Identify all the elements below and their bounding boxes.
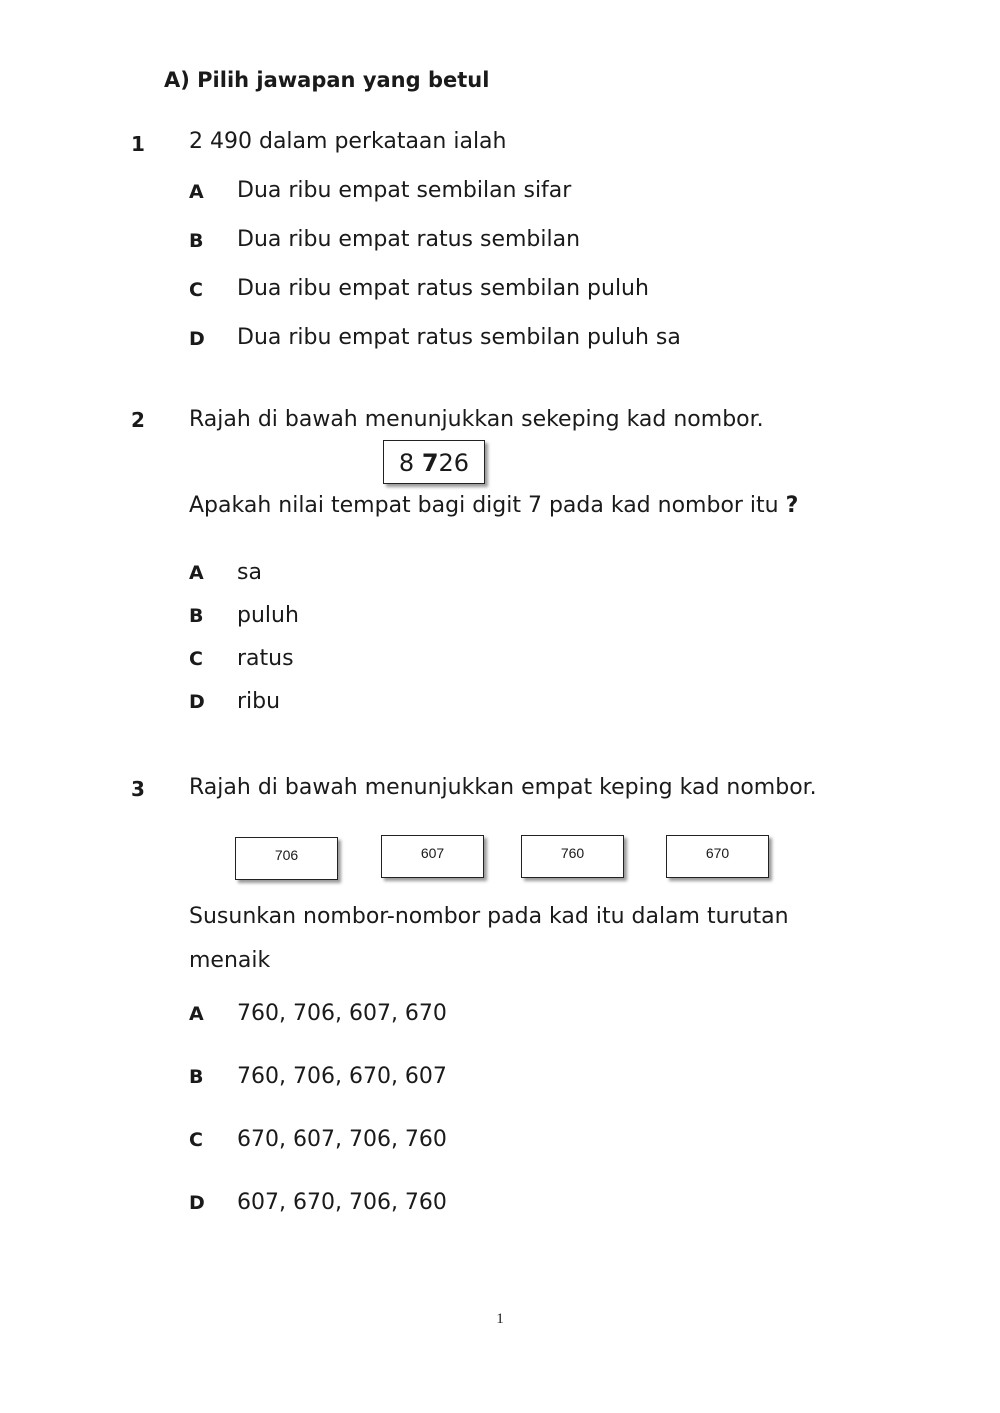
question-3-number: 3: [131, 777, 145, 801]
question-2-option-b-text[interactable]: puluh: [237, 603, 299, 628]
question-1-option-c-text[interactable]: Dua ribu empat ratus sembilan puluh: [237, 276, 649, 301]
question-2-question-mark: ?: [785, 493, 799, 518]
question-3-option-c-letter: C: [189, 1129, 203, 1151]
question-2-subtext-body: Apakah nilai tempat bagi digit 7 pada kad nombor itu: [189, 493, 779, 518]
section-title: A) Pilih jawapan yang betul: [164, 68, 490, 92]
question-3-text: Rajah di bawah menunjukkan empat keping kad nombor.: [189, 775, 817, 800]
question-2-option-d-text[interactable]: ribu: [237, 689, 281, 714]
number-card-1: 706: [235, 837, 338, 880]
question-1-option-c-letter: C: [189, 279, 203, 301]
number-card-prefix: 8: [398, 449, 422, 477]
question-2-number: 2: [131, 408, 145, 432]
number-card-2: 607: [381, 835, 484, 878]
question-2-subtext: [189, 493, 798, 518]
question-2-option-d-letter: D: [189, 691, 205, 713]
question-3-subtext-line1: Susunkan nombor-nombor pada kad itu dalam turutan: [189, 904, 789, 929]
question-3-option-d-text[interactable]: 607, 670, 706, 760: [237, 1190, 447, 1215]
question-2-option-c-text[interactable]: ratus: [237, 646, 294, 671]
question-2-option-a-letter: A: [189, 562, 204, 584]
number-card-suffix: 26: [438, 449, 470, 477]
question-2-option-a-text[interactable]: sa: [237, 560, 262, 585]
question-1-option-d-text[interactable]: Dua ribu empat ratus sembilan puluh sa: [237, 325, 681, 350]
question-2-option-b-letter: B: [189, 605, 204, 627]
question-3-option-a-letter: A: [189, 1003, 204, 1025]
question-3-option-c-text[interactable]: 670, 607, 706, 760: [237, 1127, 447, 1152]
number-card-highlight-digit: 7: [421, 449, 439, 477]
page-number: 1: [496, 1311, 504, 1327]
question-3-option-b-letter: B: [189, 1066, 204, 1088]
question-3-subtext-line2: menaik: [189, 948, 271, 973]
number-card-3: 760: [521, 835, 624, 878]
question-3-option-d-letter: D: [189, 1192, 205, 1214]
question-3-option-a-text[interactable]: 760, 706, 607, 670: [237, 1001, 447, 1026]
question-1-text: 2 490 dalam perkataan ialah: [189, 129, 507, 154]
question-1-option-b-letter: B: [189, 230, 204, 252]
question-1-option-d-letter: D: [189, 328, 205, 350]
question-2-text: Rajah di bawah menunjukkan sekeping kad nombor.: [189, 407, 764, 432]
question-2-option-c-letter: C: [189, 648, 203, 670]
question-1-option-b-text[interactable]: Dua ribu empat ratus sembilan: [237, 227, 581, 252]
question-1-option-a-text[interactable]: Dua ribu empat sembilan sifar: [237, 178, 572, 203]
number-card: [383, 440, 485, 484]
question-3-option-b-text[interactable]: 760, 706, 670, 607: [237, 1064, 447, 1089]
question-1-number: 1: [131, 132, 145, 156]
number-card-4: 670: [666, 835, 769, 878]
question-1-option-a-letter: A: [189, 181, 204, 203]
